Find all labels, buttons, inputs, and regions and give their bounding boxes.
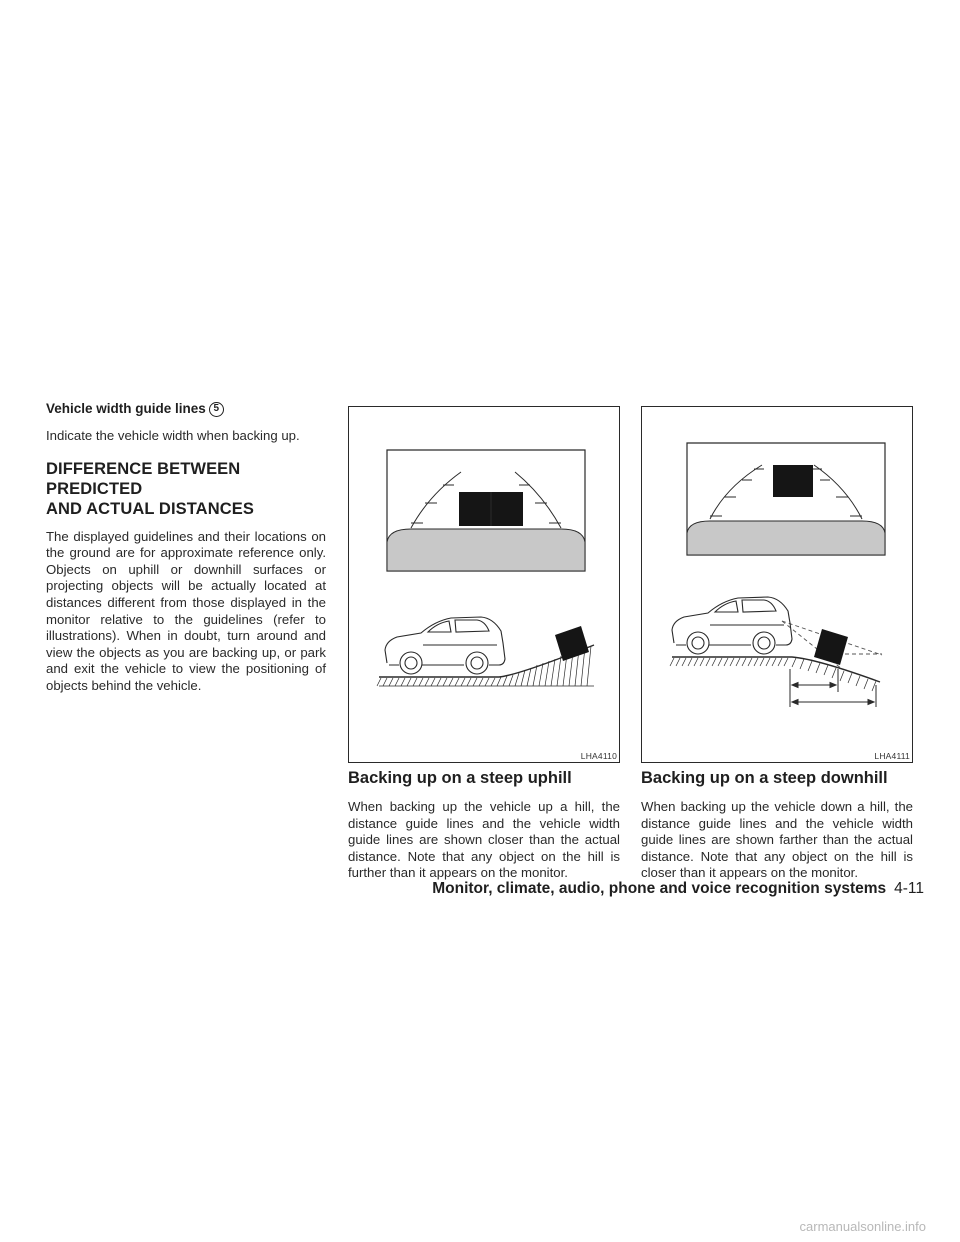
caption-paragraph: When backing up the vehicle up a hill, the distance guide lines and the vehicle width guide lines are shown closer than the actual distance. Note that any object on the hill is further than it appears on the monitor. bbox=[348, 799, 620, 881]
caption-uphill bbox=[348, 768, 620, 882]
page-number: 4-11 bbox=[894, 880, 924, 897]
downhill-illustration bbox=[642, 407, 912, 762]
left-column bbox=[46, 400, 326, 695]
section-heading-line-1: DIFFERENCE BETWEEN PREDICTED bbox=[46, 459, 241, 498]
subheading-vehicle-width-guide-lines bbox=[46, 400, 326, 418]
section-heading-line-2: AND ACTUAL DISTANCES bbox=[46, 499, 254, 518]
figure-downhill bbox=[641, 406, 913, 763]
watermark: carmanualsonline.info bbox=[799, 1219, 926, 1234]
figure-code: LHA4110 bbox=[580, 751, 617, 761]
vehicle-illustration bbox=[385, 617, 505, 674]
figure-uphill bbox=[348, 406, 620, 763]
caption-title: Backing up on a steep uphill bbox=[348, 769, 572, 787]
caption-downhill bbox=[641, 768, 913, 882]
figure-code: LHA4111 bbox=[874, 751, 910, 761]
circled-number-marker: 5 bbox=[209, 402, 224, 417]
footer-section-title: Monitor, climate, audio, phone and voice recognition systems bbox=[432, 880, 887, 897]
uphill-illustration bbox=[349, 407, 619, 762]
object-on-hill bbox=[814, 629, 848, 665]
vehicle-illustration bbox=[672, 597, 792, 654]
downhill-ground bbox=[670, 657, 880, 691]
subheading-paragraph: Indicate the vehicle width when backing up. bbox=[46, 428, 300, 443]
object-on-monitor bbox=[773, 465, 813, 497]
subheading-text: Vehicle width guide lines bbox=[46, 401, 206, 416]
section-paragraph: The displayed guidelines and their locations on the ground are for approximate reference only. Objects on uphill or downhill surfaces or projecting objects will be actually located at distances different from those displayed in the monitor relative to the guidelines (refer to illustrations). When in doubt, turn around and view the objects as you are backing up, or park and exit the vehicle to view the positioning of objects behind the vehicle. bbox=[46, 528, 326, 693]
page-footer bbox=[432, 880, 924, 898]
caption-title: Backing up on a steep downhill bbox=[641, 769, 888, 787]
caption-paragraph: When backing up the vehicle down a hill, the distance guide lines and the vehicle width guide lines are shown farther than the actual distance. Note that any object on the hill is closer than it appears on the monitor. bbox=[641, 799, 913, 881]
monitor-screen bbox=[687, 443, 885, 555]
section-heading bbox=[46, 459, 326, 519]
